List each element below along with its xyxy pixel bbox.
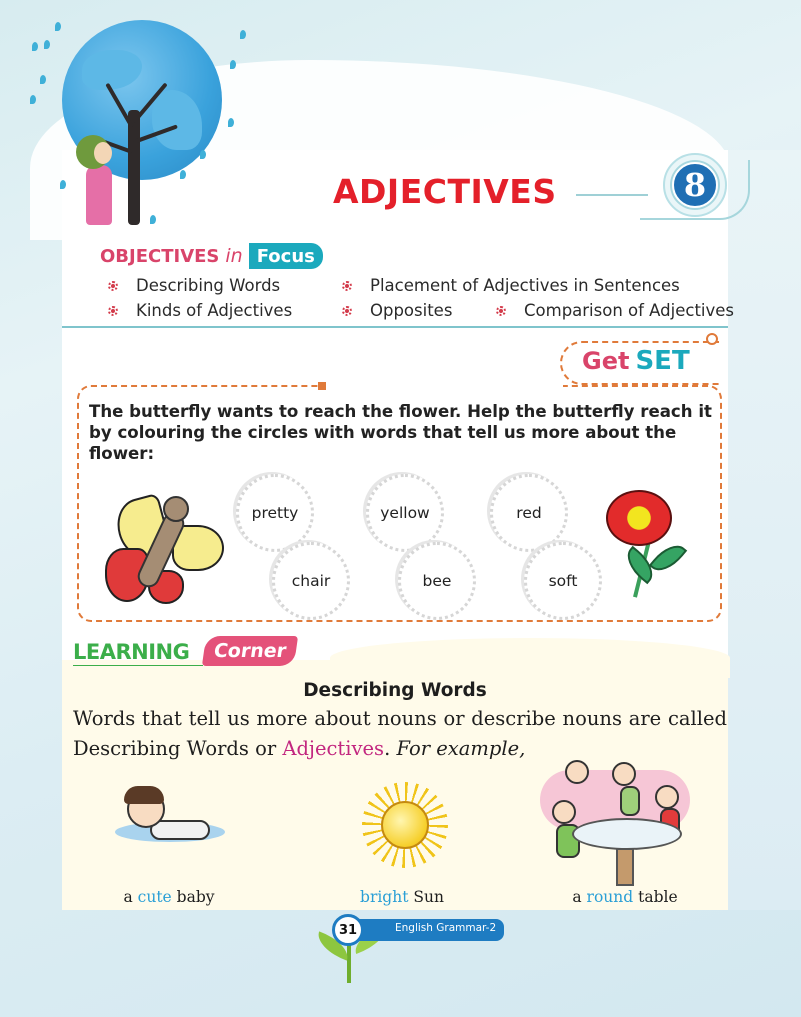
- girl-icon: [86, 165, 112, 225]
- leaf-icon: [240, 30, 246, 39]
- activity-square-icon: [318, 382, 326, 390]
- leaf-icon: [40, 75, 46, 84]
- objective-text: Kinds of Adjectives: [136, 301, 293, 320]
- example-noun: baby: [171, 888, 215, 906]
- bullet-icon: [108, 306, 118, 316]
- bullet-icon: [496, 306, 506, 316]
- objectives-heading: [100, 243, 323, 269]
- objective-item: [496, 301, 734, 320]
- example-caption-table: [525, 888, 725, 906]
- objective-text: Placement of Adjectives in Sentences: [370, 276, 680, 295]
- activity-instruction: The butterfly wants to reach the flower. Help the butterfly reach it by colouring the circles with words that tell us more about the flower:: [89, 402, 712, 463]
- leaf-icon: [32, 42, 38, 51]
- kid-body: [620, 786, 640, 816]
- activity-frame-gap: [323, 380, 563, 390]
- kid-head: [612, 762, 636, 786]
- objectives-divider: [62, 326, 728, 328]
- objective-item: [342, 276, 680, 295]
- example-adjective: bright: [360, 888, 409, 906]
- butterfly-head: [163, 496, 189, 522]
- objective-text: Comparison of Adjectives: [524, 301, 735, 320]
- word-circle-chair[interactable]: chair: [272, 542, 350, 620]
- example-article: a: [123, 888, 138, 906]
- learning-corner-wave: [330, 638, 730, 678]
- example-noun: Sun: [408, 888, 444, 906]
- table-leg: [616, 848, 634, 886]
- section-heading: Describing Words: [303, 680, 487, 701]
- example-article: a: [572, 888, 587, 906]
- word-circle-red[interactable]: red: [490, 474, 568, 552]
- leaf-icon: [60, 180, 66, 189]
- leaf-icon: [230, 60, 236, 69]
- objective-item: [108, 276, 280, 295]
- word-circle-yellow[interactable]: yellow: [366, 474, 444, 552]
- kid-head: [655, 785, 679, 809]
- example-adjective: round: [586, 888, 634, 906]
- leaf-icon: [228, 118, 234, 127]
- word-circle-pretty[interactable]: pretty: [236, 474, 314, 552]
- leaf-icon: [180, 170, 186, 179]
- learning-label: LEARNING: [73, 640, 190, 664]
- example-noun: table: [633, 888, 678, 906]
- set-label: SET: [635, 346, 690, 376]
- chapter-title: ADJECTIVES: [333, 172, 557, 211]
- focus-label: Focus: [249, 243, 323, 269]
- kid-head: [565, 760, 589, 784]
- baby-body: [150, 820, 210, 840]
- sprout-stem: [347, 945, 351, 983]
- baby-hair: [124, 786, 164, 804]
- chapter-number-badge: 8: [672, 162, 718, 208]
- sun-icon: [381, 801, 429, 849]
- flower-petals: [606, 490, 672, 546]
- definition-text: Words that tell us more about nouns or describe nouns are called Describing Words or: [73, 707, 727, 760]
- right-margin-panel: [728, 150, 801, 910]
- get-set-dot-icon: [706, 333, 718, 345]
- word-circle-soft[interactable]: soft: [524, 542, 602, 620]
- objective-text: Opposites: [370, 301, 453, 320]
- leaf-icon: [150, 215, 156, 224]
- leaf-icon: [200, 150, 206, 159]
- bullet-icon: [342, 281, 352, 291]
- kid-head: [552, 800, 576, 824]
- page-number: 31: [332, 914, 364, 946]
- leaf-icon: [55, 22, 61, 31]
- definition-paragraph: [73, 704, 727, 764]
- objective-item: [342, 301, 452, 320]
- book-title: English Grammar-2: [395, 922, 497, 934]
- keyword-adjectives: Adjectives: [282, 737, 385, 760]
- word-circle-bee[interactable]: bee: [398, 542, 476, 620]
- learning-underline: [73, 665, 203, 666]
- example-caption-baby: [69, 888, 269, 906]
- objectives-label: OBJECTIVES: [100, 245, 220, 267]
- leaf-icon: [44, 40, 50, 49]
- bullet-icon: [342, 306, 352, 316]
- objectives-in-label: in: [225, 245, 243, 267]
- corner-label: Corner: [202, 636, 298, 666]
- girl-face: [94, 142, 112, 164]
- example-caption-sun: [302, 888, 502, 906]
- bullet-icon: [108, 281, 118, 291]
- title-divider: [576, 194, 648, 196]
- definition-punct: .: [384, 737, 397, 760]
- table-top: [572, 818, 682, 850]
- example-adjective: cute: [137, 888, 172, 906]
- get-set-heading: [582, 346, 690, 376]
- get-label: Get: [582, 347, 630, 375]
- objective-item: [108, 301, 292, 320]
- leaf-icon: [30, 95, 36, 104]
- objective-text: Describing Words: [136, 276, 281, 295]
- example-intro: For example,: [396, 737, 526, 760]
